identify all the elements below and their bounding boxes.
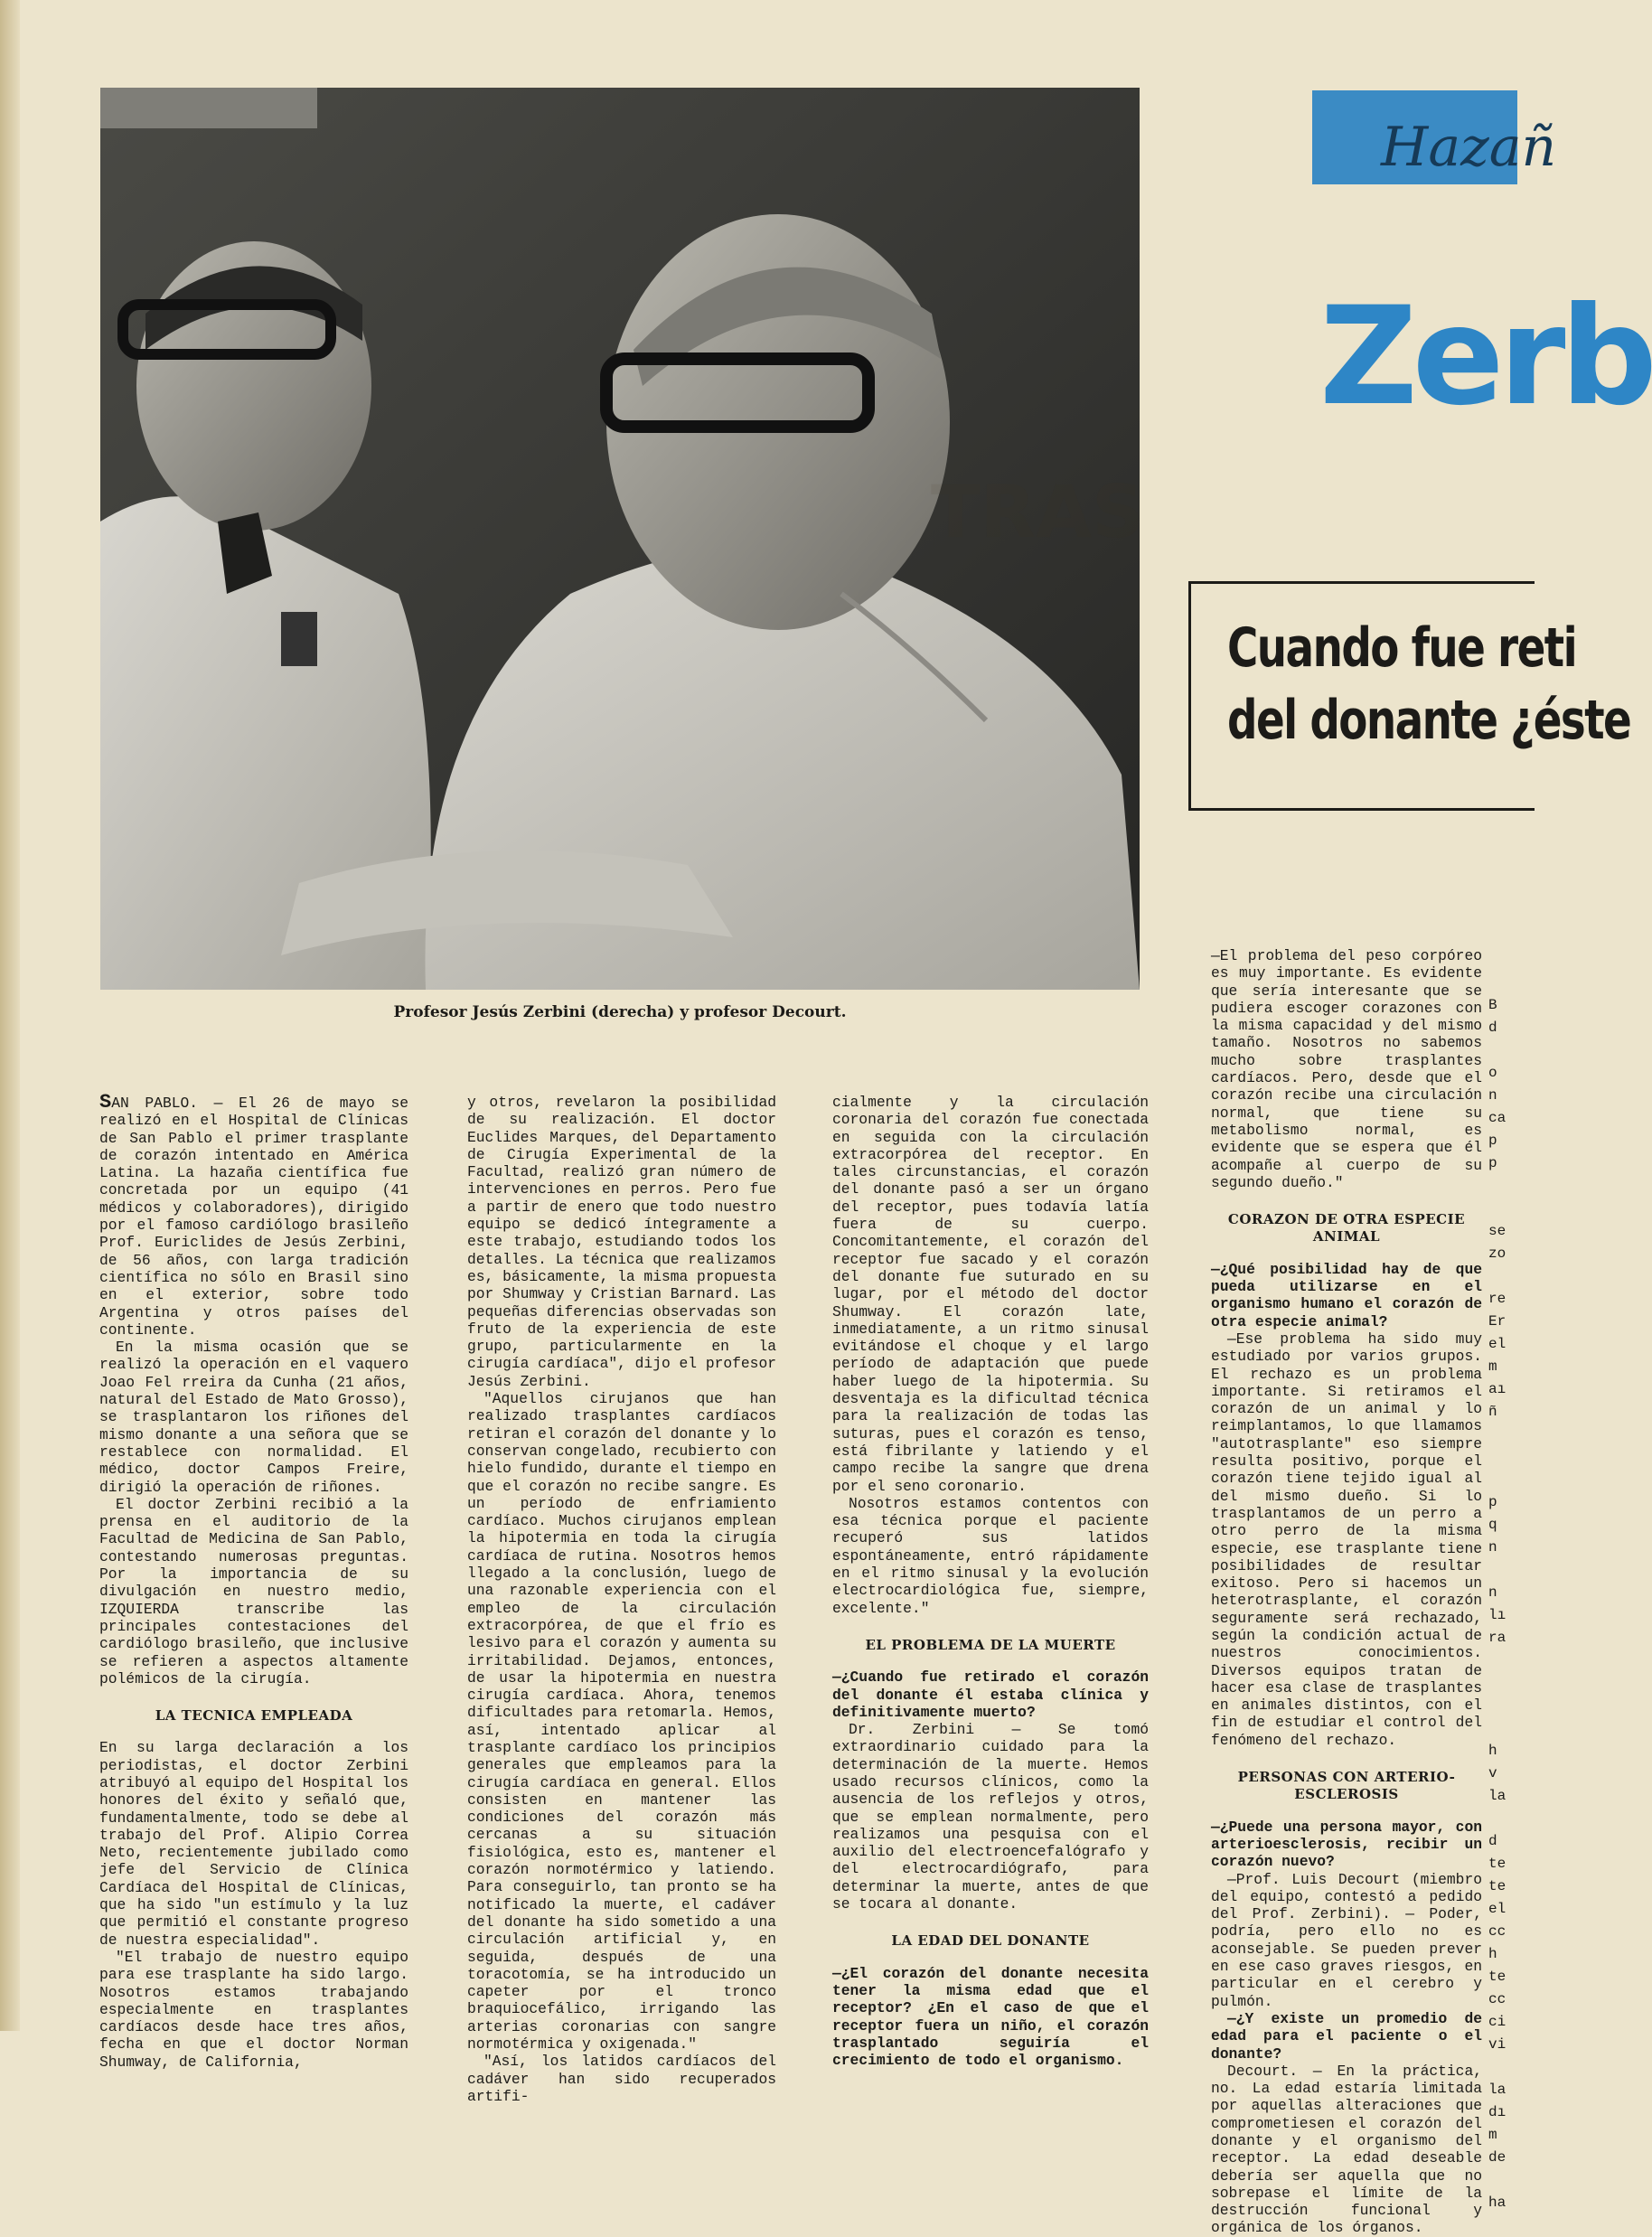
strip-fragment: el [1488,1901,1507,1917]
question: —¿Puede una persona mayor, con arterioesclerosis, recibir un corazón nuevo? [1211,1818,1482,1871]
section-badge-text: Hazañ [1381,116,1557,179]
answer: Decourt. — En la práctica, no. La edad estaría limitada por aquellas alteraciones que comprometiesen el corazón del donante y el organismo del receptor. La edad deseable debería ser aquella que no sobrepase el límite de la destrucción funcional y orgánica de los órganos. [1211,2062,1482,2237]
strip-fragment [1488,1039,1517,1062]
strip-fragment [1488,1446,1517,1469]
strip-fragment [1488,1559,1517,1582]
strip-fragment: te [1488,1969,1507,1985]
strip-fragment: d [1488,1020,1497,1036]
strip-fragment [1488,1265,1517,1288]
paragraph: "Así, los latidos cardíacos del cadáver han sido recuperados artifi- [467,2053,776,2105]
paragraph: cialmente y la circulación coronaria del corazón fue conectada en seguida con la circulación extracorpórea del receptor. En tales circunstancias, el corazón del donante pasó a ser un órgano del receptor, pues todavía latía fuera de su cuerpo. Concomitantemente, el corazón del receptor fue sacado y el corazón del donante fue suturado en su lugar, por el método del doctor Shumway. El corazón late, inmediatamente, a un ritmo sinusal evitándose el choque y el largo período de adaptación que puede haber luego de la hipotermia. Su desventaja es la dificultad técnica para la realización de todas las suturas, pues el corazón es tenso, está fibrilante y latiendo y el campo recibe la sangre que drena por el seno coronario. [832,1094,1149,1495]
strip-fragment: m [1488,1358,1497,1375]
strip-fragment: n [1488,1584,1497,1601]
strip-fragment: n [1488,1539,1497,1556]
question: —¿El corazón del donante necesita tener la misma edad que el receptor? ¿En el caso de que el receptor fuera un niño, el corazón trasplantado seguiría el crecimiento de todo el organismo. [832,1964,1149,2070]
answer: —Ese problema ha sido muy estudiado por varios grupos. El rechazo es un problema importante. Si retiramos el corazón de un animal y lo reimplantamos, lo que llamamos "autotrasplante" eso siempre resulta positivo, porque el corazón tiene tejido igual al del mismo dueño. Si lo trasplantamos de un perro a otro perro de la misma especie, ese trasplante tiene posibilidades de resultar exitoso. Pero si hacemos un heterotrasplante, el corazón seguramente será rechazado, según la condición actual de nuestros conocimientos. Diversos equipos tratan de hacer esa clase de trasplantes en animales distintos, con el fin de estudiar el control del fenómeno del rechazo. [1211,1330,1482,1749]
paragraph: y otros, revelaron la posibilidad de su realización. El doctor Euclides Marques, del Departamento de Cirugía Experimental de la Facultad, realizó gran número de intervenciones en perros. Pero fue a partir de enero que todo nuestro equipo se dedicó íntegramente a este trabajo, estudiando todos los detalles. La técnica que realizamos es, básicamente, la misma propuesta por Shumway y Cristian Barnard. Las pequeñas diferencias observadas son fruto de la experiencia de este grupo, particularmente en la cirugía cardíaca", dijo el profesor Jesús Zerbini. [467,1094,776,1390]
headline-line-1: Cuando fue reti [1227,616,1577,680]
paragraph [99,1091,408,1339]
strip-fragment: Er [1488,1313,1507,1330]
photo-caption: Profesor Jesús Zerbini (derecha) y profesor Decourt. [393,1003,847,1021]
strip-fragment: cc [1488,1923,1507,1940]
strip-fragment [1488,1717,1517,1740]
strip-fragment: ci [1488,2014,1507,2030]
paragraph: Nosotros estamos contentos con esa técnica porque el paciente recuperó sus latidos espontáneamente, entró rápidamente en el ritmo sinusal y la evolución electrocardiológica fue, siempre, excelente." [832,1494,1149,1617]
section-badge [1312,90,1557,184]
strip-fragment [1488,1424,1517,1446]
strip-fragment: h [1488,1743,1497,1759]
paragraph-text: AN PABLO. — El 26 de mayo se realizó en el Hospital de Clínicas de San Pablo el primer trasplante de corazón intentado en América Latina. La hazaña científica fue concretada por un equipo (41 médicos y colaboradores), dirigido por el famoso cardiólogo brasileño Prof. Euriclides de Jesús Zerbini, de 56 años, con larga tradición científica no sólo en Brasil sino en el exterior, sobre todo Argentina y otros países del continente. [99,1095,408,1339]
article-column-2 [467,1094,776,2105]
strip-fragment: te [1488,1856,1507,1872]
section-heading: PERSONAS CON ARTERIO-ESCLEROSIS [1237,1769,1456,1803]
strip-fragment [1488,1695,1517,1717]
drop-cap: S [99,1091,112,1114]
strip-fragment: o [1488,1065,1497,1081]
strip-fragment: zo [1488,1245,1507,1262]
strip-fragment: B [1488,997,1497,1013]
strip-fragment: de [1488,2149,1507,2166]
strip-fragment [1488,2056,1517,2079]
section-heading: EL PROBLEMA DE LA MUERTE [865,1636,1116,1653]
question: —¿Cuando fue retirado el corazón del donante él estaba clínica y definitivamente muerto? [832,1668,1149,1721]
answer: —Prof. Luis Decourt (miembro del equipo, contestó a pedido del Prof. Zerbini). — Poder, podría, pero ello no es aconsejable. Se pueden prever en ese caso graves riesgos, en particular en el cerebro y pulmón. [1211,1870,1482,2010]
strip-fragment: dı [1488,2104,1507,2120]
strip-fragment: d [1488,1833,1497,1849]
paragraph: El doctor Zerbini recibió a la prensa en el auditorio de la Facultad de Medicina de San Pablo, contestando numerosas preguntas. Por la importancia de su divulgación en nuestro medio, IZQUIERDA transcribe las principales contestaciones del cardiólogo brasileño, que inclusive se refieren a aspectos altamente polémicos de la cirugía. [99,1495,408,1687]
strip-fragment: lı [1488,1607,1507,1623]
strip-fragment: re [1488,1291,1507,1307]
strip-fragment [1488,1175,1517,1198]
paragraph: "Aquellos cirujanos que han realizado trasplantes cardíacos retiran el corazón del donante y lo conservan congelado, recubierto con hielo fundido, durante el tiempo en que el corazón no recibe sangre. Es un período de enfriamiento cardíaco. Muchos cirujanos emplean la hipotermia en toda la cirugía cardíaca de rutina. Nosotros hemos llegado a la conclusión, luego de una razonable experiencia con el empleo de la circulación extracorpórea, de que el frío es lesivo para el corazón y aumenta su irritabilidad. Dejamos, entonces, de usar la hipotermia en nuestra cirugía cardíaca. Ahora, tenemos dificultades para retomarla. Hemos, así, intentado aplicar al trasplante cardíaco los principios generales que empleamos para la cirugía cardíaca en general. Ellos consisten en mantener las condiciones del corazón más cercanas a su situación fisiológica, esto es, mantener el corazón normotérmico y latiendo. Para conseguirlo, tan pronto se ha notificado la muerte, el cadáver del donante ha sido sometido a una circulación artificial y, en seguida, después de una toracotomía, se ha introducido un capeter por el tronco braquiocefálico, irrigando las arterias coronarias con sangre normotérmica y oxigenada." [467,1390,776,2054]
strip-fragment [1488,1650,1517,1672]
paragraph: En la misma ocasión que se realizó la operación en el vaquero Joao Fel rreira da Cunha (21 años, natural del Estado de Mato Grosso), se trasplantaron los riñones del mismo donante a una señora que se restablece con normalidad. El médico, doctor Campos Freire, dirigió la operación de riñones. [99,1339,408,1496]
strip-fragment: ra [1488,1630,1507,1646]
strip-fragment [1488,2169,1517,2192]
section-heading: LA TECNICA EMPLEADA [155,1707,353,1725]
cropped-column-strip [1488,994,1517,2211]
strip-fragment: p [1488,1494,1497,1510]
strip-fragment [1488,1808,1517,1830]
section-heading: CORAZON DE OTRA ESPECIE ANIMAL [1227,1211,1466,1245]
strip-fragment: n [1488,1087,1497,1104]
strip-fragment: ha [1488,2195,1507,2211]
strip-fragment: p [1488,1133,1497,1149]
question: —¿Qué posibilidad hay de que pueda utilizarse en el organismo humano el corazón de otra especie animal? [1211,1260,1482,1330]
strip-fragment: la [1488,1788,1507,1804]
headline-line-2: del donante ¿éste [1227,689,1631,752]
strip-fragment: v [1488,1765,1497,1781]
paragraph: En su larga declaración a los periodistas, el doctor Zerbini atribuyó al equipo del Hospital los honores del éxito y señaló que, fundamentalmente, todo se debe al trabajo del Prof. Alipio Correa Neto, recientemente jubilado como jefe del Servicio de Clínica Cardíaca del Hospital de Clínicas, que ha sido "un estímulo y la luz que permitió el constante progreso de nuestra especialidad". [99,1739,408,1949]
headline-box [1188,581,1631,811]
answer: Dr. Zerbini — Se tomó extraordinario cuidado para la determinación de la muerte. Hemos usado recursos clínicos, como la ausencia de los reflejos y otros, que se emplean normalmente, pero realizamos una pesquisa con el auxilio del electroencefalógrafo y del electrocardiógrafo, para determinar la muerte, antes de que se tocara al donante. [832,1721,1149,1913]
strip-fragment: vi [1488,2036,1507,2053]
strip-fragment: te [1488,1878,1507,1894]
big-title: Zerb [1319,278,1652,436]
strip-fragment: h [1488,1946,1497,1962]
strip-fragment [1488,1469,1517,1491]
article-column-4 [1211,947,1482,2237]
strip-fragment: q [1488,1517,1497,1533]
article-column-3 [832,1094,1149,2069]
strip-fragment: m [1488,2127,1497,2143]
page-edge [0,0,20,2031]
strip-fragment: ca [1488,1110,1507,1126]
paragraph: "El trabajo de nuestro equipo para ese trasplante ha sido largo. Nosotros estamos trabajando especialmente en trasplantes cardíacos desde hace tres años, fecha en que el doctor Norman Shumway, de California, [99,1948,408,2071]
paragraph: —El problema del peso corpóreo es muy importante. Es evidente que sería interesante que se pudiera escoger corazones con la misma capacidad y del mismo tamaño. Nosotros no sabemos mucho sobre trasplantes cardíacos. Pero, desde que el corazón recibe una circulación normal, que tiene su metabolismo normal, es evidente que se espera que él acompañe al cuerpo de su segundo dueño." [1211,947,1482,1191]
strip-fragment: ñ [1488,1404,1497,1420]
strip-fragment: aı [1488,1381,1507,1397]
strip-fragment [1488,1198,1517,1220]
strip-fragment [1488,1672,1517,1695]
section-heading: LA EDAD DEL DONANTE [891,1932,1090,1950]
strip-fragment: p [1488,1155,1497,1171]
bleed-through-text: TRAS [931,470,1144,554]
strip-fragment: cc [1488,1991,1507,2007]
strip-fragment: la [1488,2082,1507,2098]
strip-fragment: el [1488,1336,1507,1352]
question: —¿Y existe un promedio de edad para el paciente o el donante? [1211,2009,1482,2063]
strip-fragment: se [1488,1223,1507,1239]
article-column-1 [99,1091,408,2071]
